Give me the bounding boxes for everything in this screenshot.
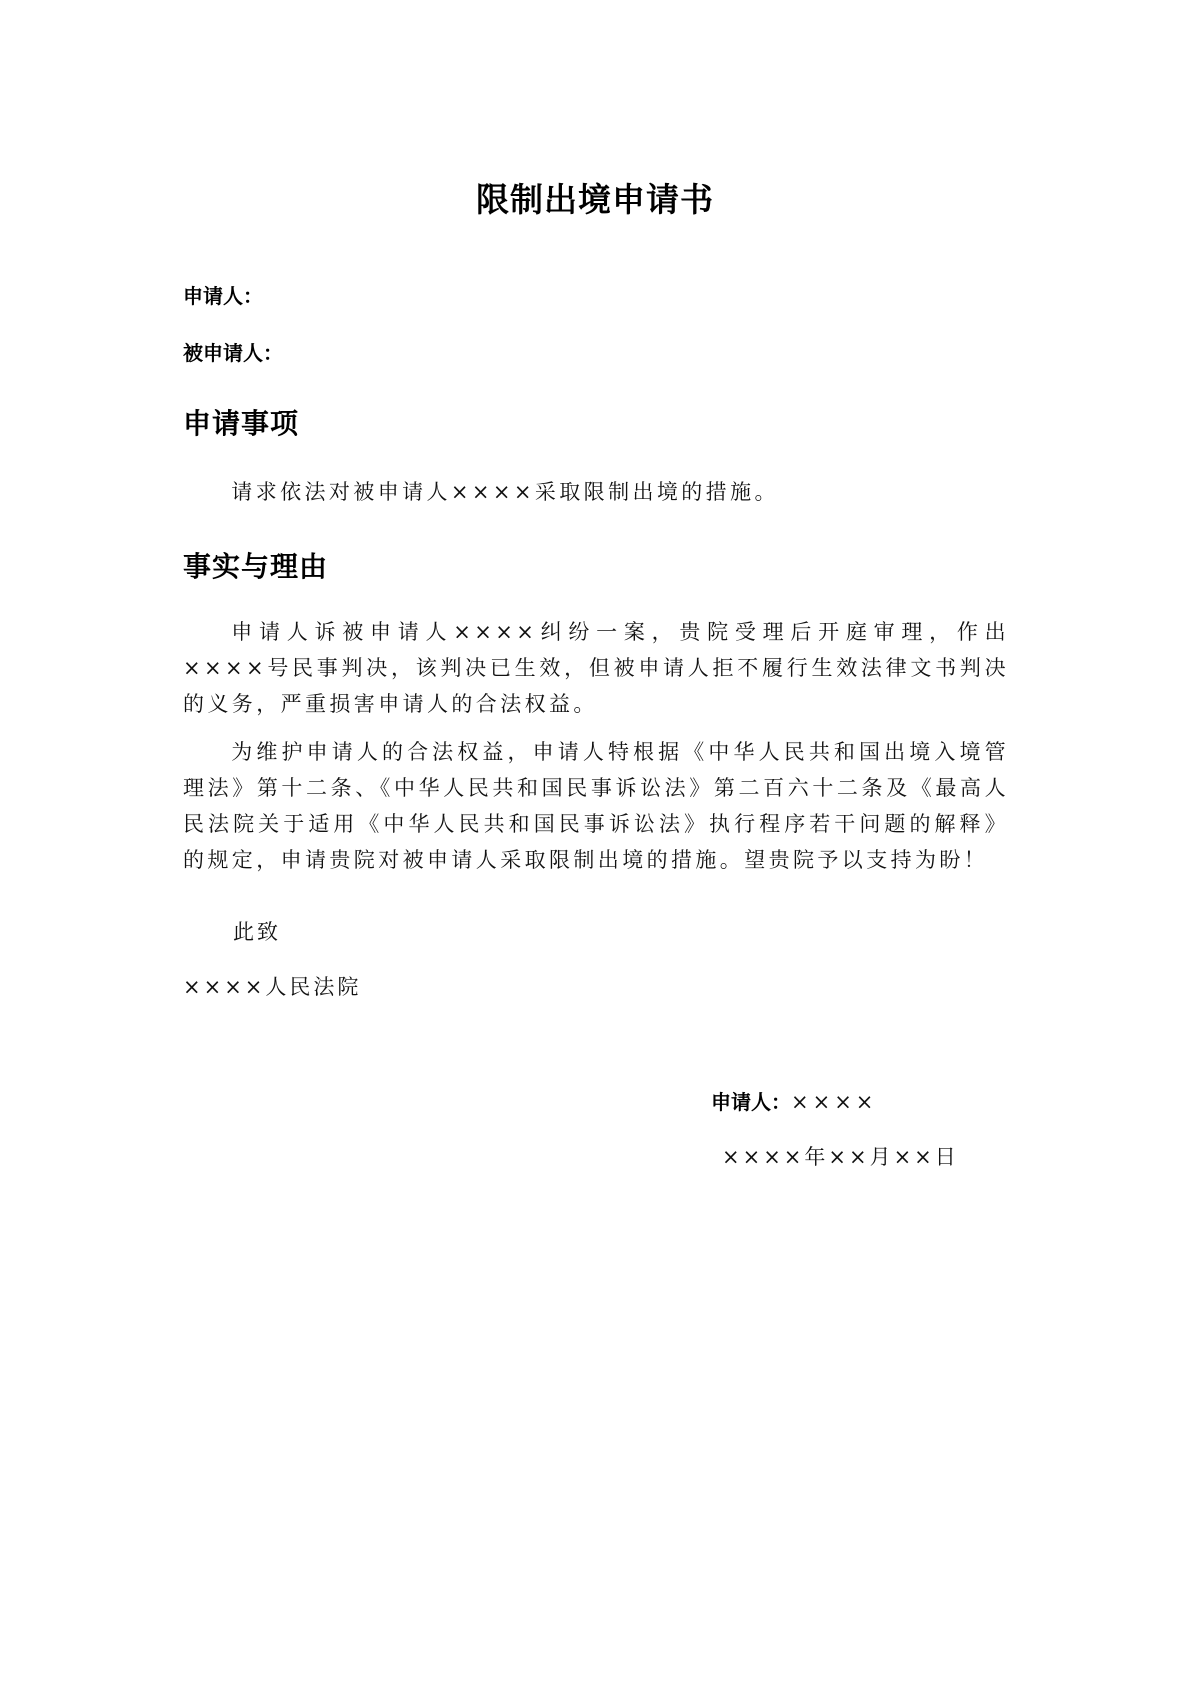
applicant-label: 申请人： <box>183 284 263 308</box>
section-heading-request: 申请事项 <box>183 407 300 440</box>
closing-salutation: 此致 <box>233 920 281 944</box>
section-heading-facts: 事实与理由 <box>183 550 329 583</box>
signature-line <box>711 1086 877 1115</box>
applicant-field <box>183 280 263 309</box>
request-paragraph: 请求依法对被申请人××××采取限制出境的措施。 <box>231 480 779 504</box>
signature-date: ××××年××月××日 <box>722 1145 959 1169</box>
addressee-court: ××××人民法院 <box>183 975 362 999</box>
signature-value: ×××× <box>791 1090 878 1114</box>
document-title: 限制出境申请书 <box>476 180 714 219</box>
signature-label: 申请人： <box>711 1090 791 1114</box>
respondent-field <box>183 337 283 366</box>
facts-paragraph-2: 为维护申请人的合法权益，申请人特根据《中华人民共和国出境入境管理法》第十二条、《中华人民共和国民事诉讼法》第二百六十二条及《最高人民法院关于适用《中华人民共和国民事诉讼法》执行程序若干问题的解释》的规定，申请贵院对被申请人采取限制出境的措施。望贵院予以支持为盼！ <box>183 740 1009 872</box>
respondent-label: 被申请人： <box>183 341 283 365</box>
facts-paragraph-1: 申请人诉被申请人××××纠纷一案，贵院受理后开庭审理，作出××××号民事判决，该判决已生效，但被申请人拒不履行生效法律文书判决的义务，严重损害申请人的合法权益。 <box>183 620 1009 716</box>
